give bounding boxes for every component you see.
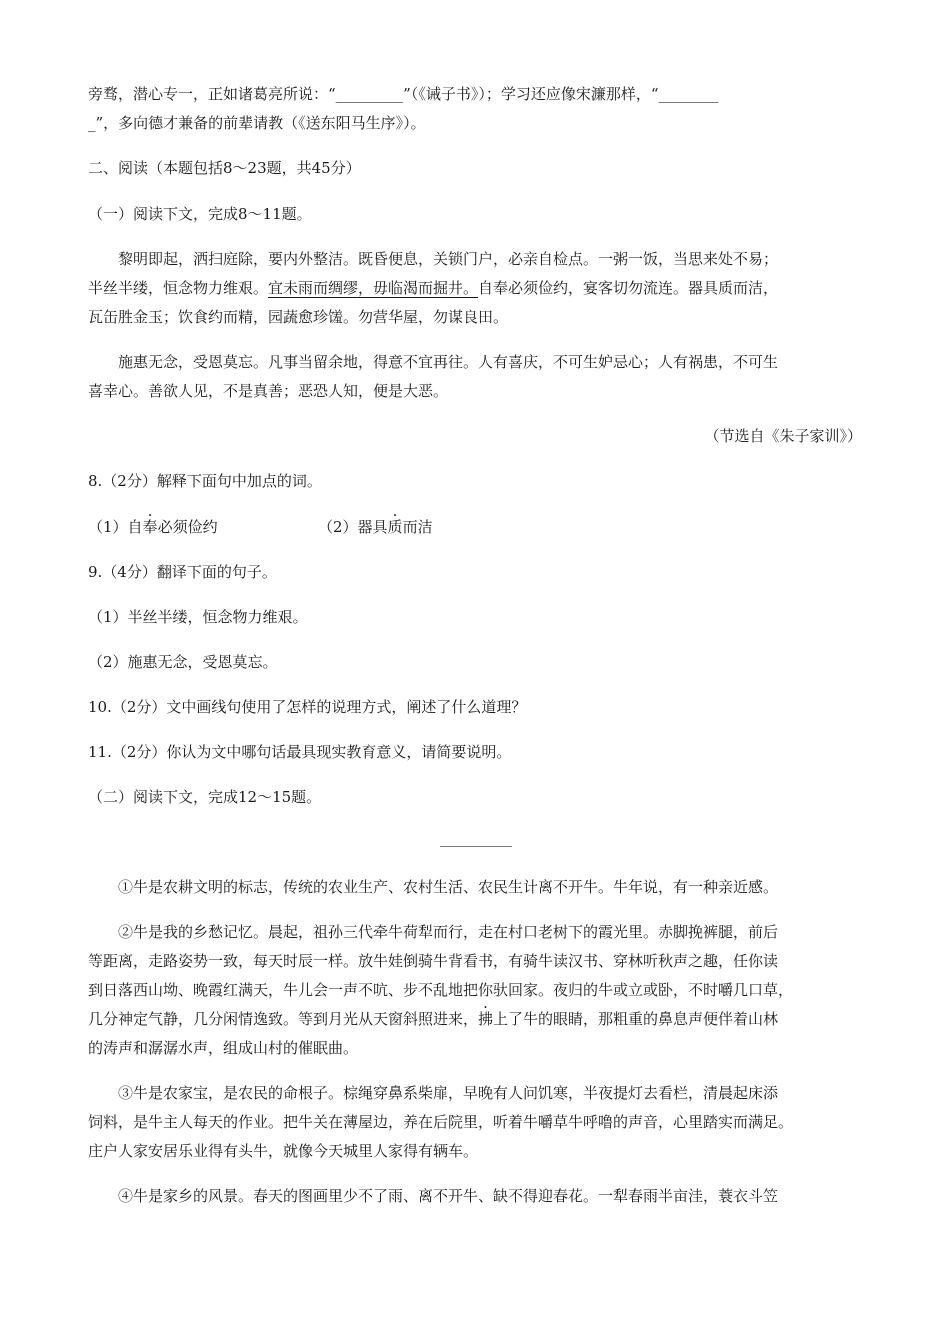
passage2-para1: ①牛是农耕文明的标志，传统的农业生产、农村生活、农民生计离不开牛。牛年说，有一种亲近感。	[118, 878, 779, 896]
title-blank-line	[440, 846, 512, 847]
section-heading: 二、阅读（本题包括8～23题，共45分）	[88, 159, 361, 177]
q8-1-prefix: （1）自	[88, 518, 143, 536]
passage1-para2-line2: 喜幸心。善欲人见，不是真善；恶恐人知，便是大恶。	[88, 382, 449, 400]
question-9-item-2: （2）施惠无念，受恩莫忘。	[88, 653, 278, 671]
question-9-item-1: （1）半丝半缕，恒念物力维艰。	[88, 608, 308, 626]
text-segment: 自奉必须俭约，宴客切勿流连。器具质而洁，	[478, 279, 779, 297]
text-segment: 几分神定气静，几分闲情逸致。等到月光从天窗斜照进来，	[88, 1010, 479, 1028]
text-segment: 上了牛的眼睛，那粗重的鼻息声便伴着山林	[493, 1010, 779, 1028]
dotted-char: 质	[387, 518, 403, 536]
question-11: 11.（2分）你认为文中哪句话最具现实教育意义，请简要说明。	[88, 743, 512, 761]
question-9: 9.（4分）翻译下面的句子。	[88, 563, 277, 581]
question-8-item-2	[318, 517, 433, 537]
dotted-char: 奉	[142, 518, 158, 536]
passage2-para2-line1: ②牛是我的乡愁记忆。晨起，祖孙三代牵牛荷犁而行，走在村口老树下的霞光里。赤脚挽裤腿，前后	[118, 923, 779, 941]
passage1-para1-line3: 瓦缶胜金玉；饮食约而精，园蔬愈珍馐。勿营华屋，勿谋良田。	[88, 308, 509, 326]
question-8-item-1	[88, 517, 218, 537]
question-8: 8.（2分）解释下面句中加点的词。	[88, 472, 322, 490]
q8-2-prefix: （2）器具	[318, 518, 388, 536]
dotted-char: 拂	[478, 1010, 494, 1028]
intro-line-2: _”，多向德才兼备的前辈请教（《送东阳马生序》）。	[88, 114, 426, 132]
text-segment: 半丝半缕，恒念物力维艰。	[88, 279, 269, 297]
question-10: 10.（2分）文中画线句使用了怎样的说理方式，阐述了什么道理？	[88, 698, 527, 716]
passage2-para2-line3: 到日落西山坳、晚霞红满天，牛儿会一声不吭、步不乱地把你驮回家。夜归的牛或立或卧，不时嚼几口草，	[88, 981, 794, 999]
passage1-para1-line1: 黎明即起，洒扫庭除，要内外整洁。既昏便息，关锁门户，必亲自检点。一粥一饭，当思来处不易；	[118, 250, 779, 268]
passage2-para2-line5: 的涛声和潺潺水声，组成山村的催眠曲。	[88, 1039, 359, 1057]
passage2-para3-line1: ③牛是农家宝，是农民的命根子。棕绳穿鼻系柴扉，早晚有人问饥寒，半夜提灯去看栏，清晨起床添	[118, 1084, 779, 1102]
passage2-para4-line1: ④牛是家乡的风景。春天的图画里少不了雨、离不开牛、缺不得迎春花。一犁春雨半亩洼，蓑衣斗笠	[118, 1187, 779, 1205]
passage2-para2-line2: 等距离，走路姿势一致，每天时辰一样。放牛娃倒骑牛背看书，有骑牛读汉书、穿林听秋声之趣，任你读	[88, 952, 779, 970]
q8-2-suffix: 而洁	[402, 518, 433, 536]
q8-1-suffix: 必须俭约	[157, 518, 218, 536]
passage2-para2-line4	[88, 1009, 778, 1029]
passage2-para3-line3: 庄户人家安居乐业得有头牛，就像今天城里人家得有辆车。	[88, 1142, 479, 1160]
passage1-para2-line1: 施惠无念，受恩莫忘。凡事当留余地，得意不宜再往。人有喜庆，不可生妒忌心；人有祸患，不可生	[118, 353, 779, 371]
underlined-sentence: 宜未雨而绸缪，毋临渴而掘井。	[268, 279, 479, 297]
passage1-source: （节选自《朱子家训》）	[704, 427, 862, 445]
intro-line-1: 旁骛，潜心专一，正如诸葛亮所说：“_________”（《诫子书》）；学习还应像宋濂那样，“________	[88, 85, 719, 103]
part2-heading: （二）阅读下文，完成12～15题。	[88, 788, 322, 806]
part1-heading: （一）阅读下文，完成8～11题。	[88, 205, 312, 223]
passage1-para1-line2	[88, 278, 778, 298]
passage2-para3-line2: 饲料，是牛主人每天的作业。把牛关在薄屋边，养在后院里，听着牛嚼草牛呼噜的声音，心里踏实而满足。	[88, 1113, 794, 1131]
